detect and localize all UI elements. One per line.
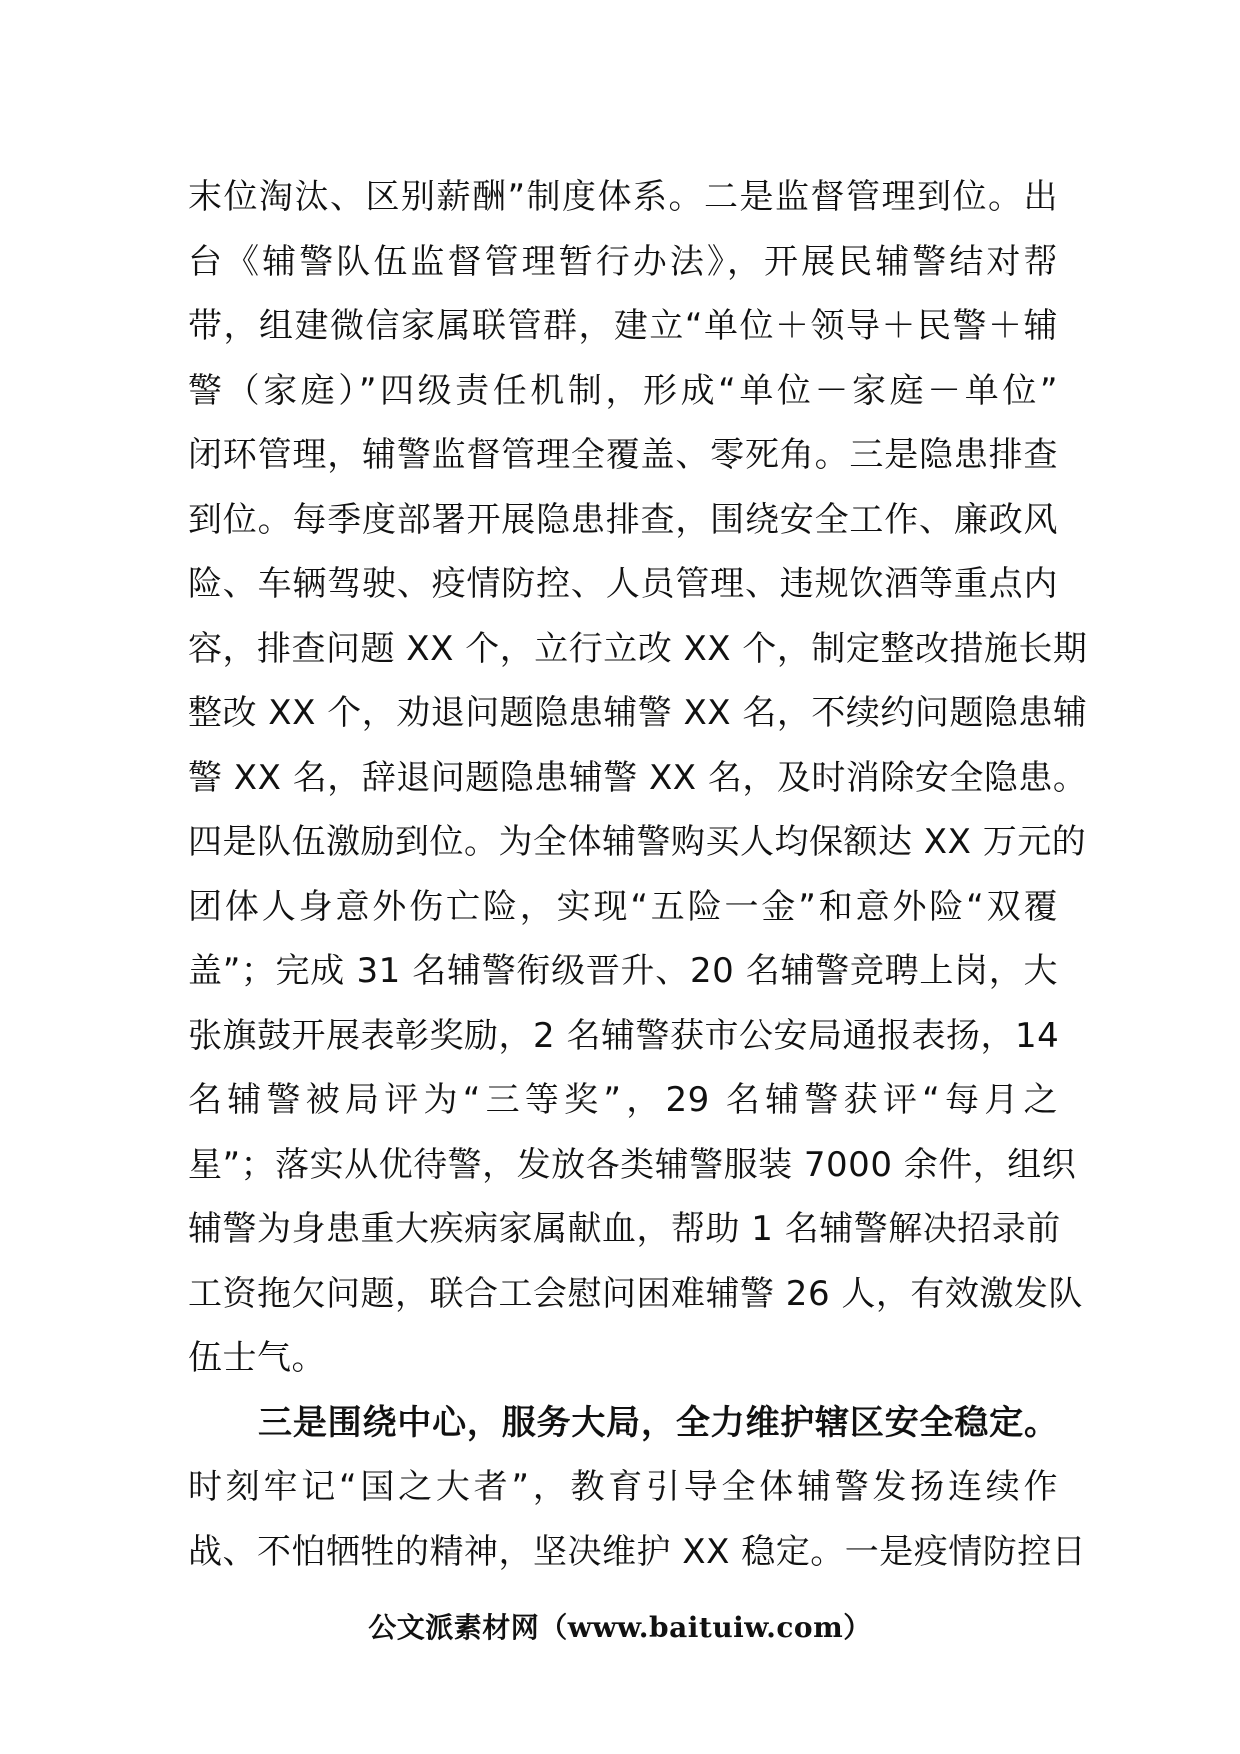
text-line: 伍士气。 — [188, 1338, 326, 1378]
text-line: 张旗鼓开展表彰奖励，2 名辅警获市公安局通报表扬，14 — [188, 1015, 1060, 1056]
text-line: 整改 XX 个，劝退问题隐患辅警 XX 名，不续约问题隐患辅 — [188, 693, 1088, 733]
text-line: 四是队伍激励到位。为全体辅警购买人均保额达 XX 万元的 — [188, 822, 1087, 862]
text-line: 带，组建微信家属联管群，建立“单位＋领导＋民警＋辅 — [188, 306, 1058, 346]
text-line: 容，排查问题 XX 个，立行立改 XX 个，制定整改措施长期 — [188, 628, 1088, 669]
text-line: 盖”；完成 31 名辅警衔级晋升、20 名辅警竞聘上岗，大 — [188, 951, 1058, 991]
footer-watermark: 公文派素材网（www.baituiw.com） — [368, 1611, 872, 1644]
text-line: 工资拖欠问题，联合工会慰问困难辅警 26 人，有效激发队 — [188, 1273, 1083, 1314]
text-line: 时刻牢记“国之大者”，教育引导全体辅警发扬连续作 — [188, 1467, 1058, 1507]
text-line: 台《辅警队伍监督管理暂行办法》，开展民辅警结对帮 — [188, 241, 1058, 282]
text-line: 战、不怕牺牲的精神，坚决维护 XX 稳定。一是疫情防控日 — [188, 1531, 1087, 1572]
text-line: 险、车辆驾驶、疫情防控、人员管理、违规饮酒等重点内 — [188, 564, 1058, 604]
text-line: 到位。每季度部署开展隐患排查，围绕安全工作、廉政风 — [188, 499, 1058, 540]
text-line: 警（家庭）”四级责任机制，形成“单位－家庭－单位” — [188, 370, 1058, 411]
section-heading-text: 三是围绕中心，服务大局，全力维护辖区安全稳定。 — [258, 1402, 1058, 1443]
text-line: 辅警为身患重大疾病家属献血，帮助 1 名辅警解决招录前 — [188, 1209, 1061, 1249]
text-line: 团体人身意外伤亡险，实现“五险一金”和意外险“双覆 — [188, 886, 1058, 927]
text-line: 名辅警被局评为“三等奖”，29 名辅警获评“每月之 — [188, 1080, 1058, 1120]
body-text — [188, 165, 1088, 1584]
section-heading — [188, 1391, 1058, 1456]
text-line: 星”；落实从优待警，发放各类辅警服装 7000 余件，组织 — [188, 1144, 1077, 1185]
text-line: 闭环管理，辅警监督管理全覆盖、零死角。三是隐患排查 — [188, 435, 1058, 475]
text-line: 末位淘汰、区别薪酬”制度体系。二是监督管理到位。出 — [188, 177, 1058, 217]
text-line: 警 XX 名，辞退问题隐患辅警 XX 名，及时消除安全隐患。 — [188, 757, 1088, 798]
